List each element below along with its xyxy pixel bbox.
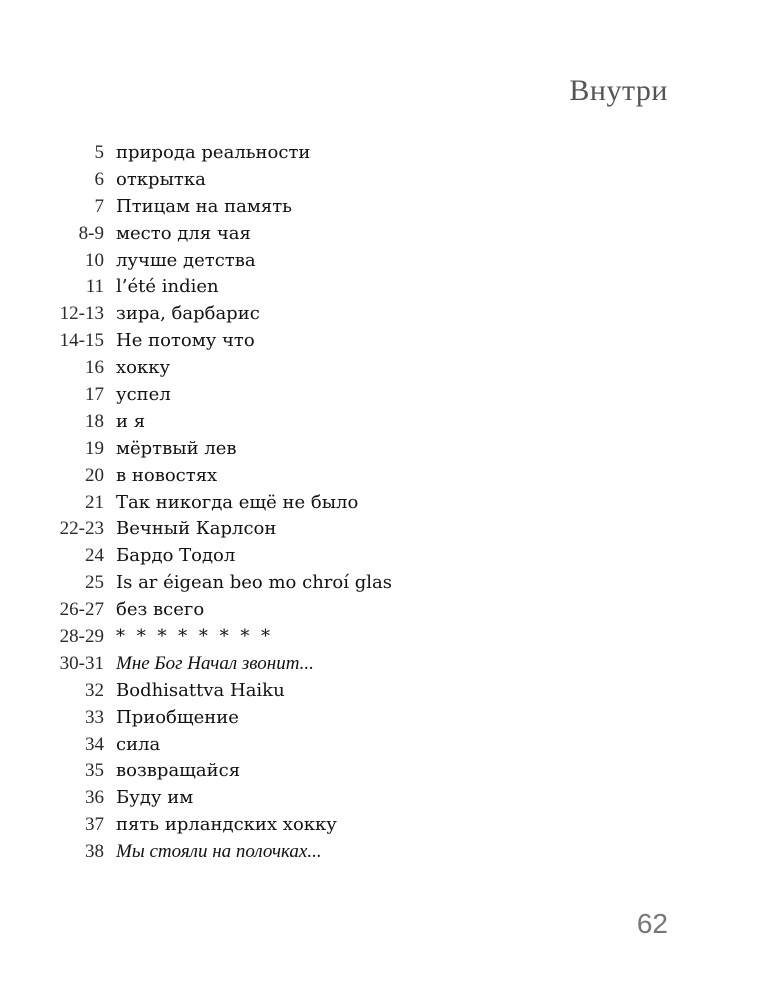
toc-entry xyxy=(40,274,680,301)
toc-entry-title: l’été indien xyxy=(116,276,219,298)
toc-entry xyxy=(40,355,680,382)
toc-page-number: 10 xyxy=(85,249,104,271)
toc-entry-title: сила xyxy=(116,733,161,755)
toc-page-number: 8-9 xyxy=(78,222,104,244)
toc-entry xyxy=(40,301,680,328)
toc-entry-title: Вечный Карлсон xyxy=(116,518,277,540)
toc-page-number: 14-15 xyxy=(59,330,104,352)
toc-entry xyxy=(40,732,680,759)
toc-entry-title: Буду им xyxy=(116,787,194,809)
toc-entry-title: Бардо Тодол xyxy=(116,545,236,567)
toc-page-number: 33 xyxy=(85,706,104,728)
toc-entry xyxy=(40,140,680,167)
toc-page-number: 21 xyxy=(85,491,104,513)
toc-entry-title: мёртвый лев xyxy=(116,437,237,459)
toc-entry xyxy=(40,382,680,409)
toc-page-number: 19 xyxy=(85,437,104,459)
toc-entry-title: Приобщение xyxy=(116,706,239,728)
toc-entry-title: Мы стояли на полочках... xyxy=(116,841,322,863)
toc-entry xyxy=(40,705,680,732)
toc-entry-title: природа реальности xyxy=(116,142,311,163)
toc-entry-title: хокку xyxy=(116,357,171,379)
toc-page-number: 32 xyxy=(85,679,104,701)
toc-page-number: 17 xyxy=(85,384,104,406)
toc-page-number: 24 xyxy=(85,545,104,567)
toc-page-number: 37 xyxy=(85,814,104,836)
toc-page-number: 20 xyxy=(85,464,104,486)
toc-entry xyxy=(40,167,680,194)
toc-entry xyxy=(40,516,680,543)
toc-entry xyxy=(40,785,680,812)
toc-page-number: 25 xyxy=(85,572,104,594)
toc-entry-title: открытка xyxy=(116,168,206,190)
toc-entry xyxy=(40,221,680,248)
toc-entry-title: Мне Бог Начал звонит... xyxy=(116,652,314,674)
toc-page-number: 34 xyxy=(85,733,104,755)
toc-entry-title: в новостях xyxy=(116,464,218,486)
toc-entry xyxy=(40,597,680,624)
toc-entry xyxy=(40,248,680,275)
toc-entry-title: Is ar éigean beo mo chroí glas xyxy=(116,572,392,594)
toc-page-number: 11 xyxy=(85,276,104,298)
toc-entry xyxy=(40,194,680,221)
toc-entry xyxy=(40,409,680,436)
toc-entry xyxy=(40,678,680,705)
toc-page-number: 38 xyxy=(85,841,104,863)
toc-entry-title: без всего xyxy=(116,599,205,621)
toc-entry-title: Bodhisattva Haiku xyxy=(116,679,285,701)
toc-entry xyxy=(40,328,680,355)
toc-page-number: 18 xyxy=(85,410,104,432)
toc-entry xyxy=(40,839,680,866)
toc-entry-title: Не потому что xyxy=(116,330,255,352)
toc-entry xyxy=(40,436,680,463)
toc-entry xyxy=(40,758,680,785)
toc-entry-title: возвращайся xyxy=(116,760,241,782)
toc-entry xyxy=(40,812,680,839)
toc-page-number: 26-27 xyxy=(59,599,104,621)
toc-page-number: 6 xyxy=(94,168,104,190)
page-number: 62 xyxy=(636,908,668,939)
toc-entry xyxy=(40,570,680,597)
toc-page-number: 28-29 xyxy=(59,626,104,648)
toc-entry xyxy=(40,490,680,517)
toc-entry-title: Так никогда ещё не было xyxy=(116,491,359,513)
toc-page-number: 12-13 xyxy=(59,303,104,325)
toc-page-number: 7 xyxy=(94,195,104,217)
toc-entry-title: лучше детства xyxy=(116,249,256,271)
toc-entry-title: зира, барбарис xyxy=(116,303,260,325)
toc-entry xyxy=(40,624,680,651)
toc-entry-title: Птицам на память xyxy=(116,195,292,217)
toc-page-number: 30-31 xyxy=(59,652,104,674)
toc-page-number: 16 xyxy=(85,357,104,379)
toc-entry xyxy=(40,463,680,490)
toc-entry-title: успел xyxy=(116,384,171,406)
toc-entry-title: * * * * * * * * xyxy=(116,626,274,648)
toc-entry-title: место для чая xyxy=(116,222,251,244)
toc-page-number: 35 xyxy=(85,760,104,782)
toc-entry-title: пять ирландских хокку xyxy=(116,814,337,836)
toc-entry xyxy=(40,543,680,570)
table-of-contents xyxy=(40,140,680,866)
toc-page-number: 22-23 xyxy=(59,518,104,540)
page-header-title: Внутри xyxy=(569,74,668,107)
toc-entry-title: и я xyxy=(116,410,146,432)
toc-page-number: 5 xyxy=(94,142,104,163)
toc-page-number: 36 xyxy=(85,787,104,809)
toc-entry xyxy=(40,651,680,678)
